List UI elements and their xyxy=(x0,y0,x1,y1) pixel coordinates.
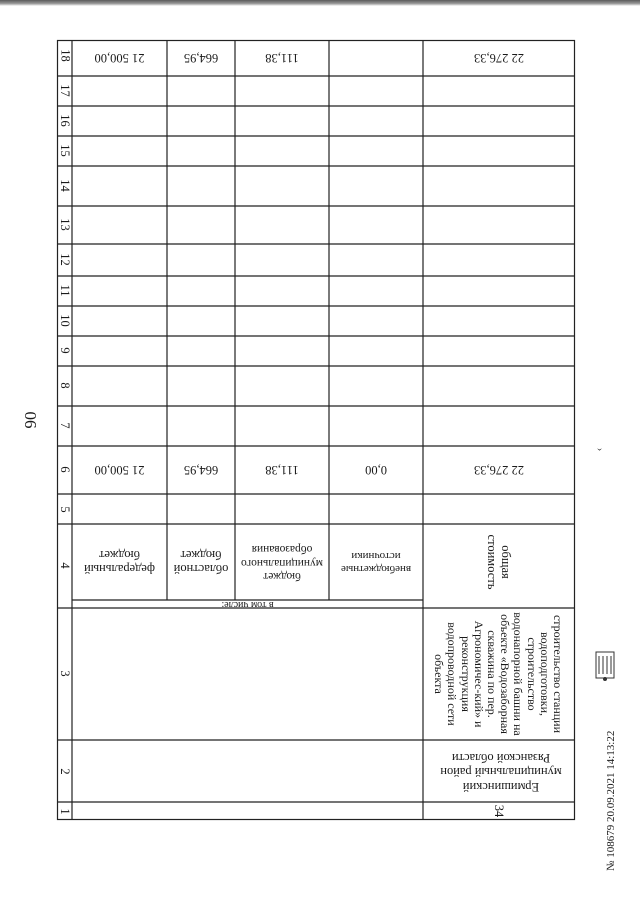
col-num-18: 18 xyxy=(58,49,73,62)
col-num-1: 1 xyxy=(57,808,72,815)
seal-icon xyxy=(590,650,620,682)
registration-stamp xyxy=(586,690,626,880)
row-total-col18: 22 276,33 xyxy=(474,51,524,66)
row-municipal-label: бюджет муниципального образования xyxy=(240,543,324,582)
col-num-10: 10 xyxy=(57,314,72,327)
row-regional-label: областной бюджет xyxy=(173,548,229,577)
row-offbudget-col6: 0,00 xyxy=(365,463,387,478)
row-federal-col6: 21 500,00 xyxy=(94,463,145,478)
col-num-4: 4 xyxy=(57,562,72,569)
row-regional-col18: 664,95 xyxy=(183,51,219,66)
col-num-3: 3 xyxy=(57,670,72,677)
page-number: 06 xyxy=(21,411,40,429)
col-num-6: 6 xyxy=(57,466,72,473)
col-num-12: 12 xyxy=(57,253,72,266)
col-num-2: 2 xyxy=(57,768,72,775)
col-num-16: 16 xyxy=(57,114,72,127)
row-municipal-col6: 111,38 xyxy=(265,463,299,478)
row-federal-label: федеральный бюджет xyxy=(84,548,156,577)
in-total-label: в том числе: xyxy=(221,598,274,610)
table-page xyxy=(57,40,575,820)
col-num-7: 7 xyxy=(57,422,72,429)
stamp-text: № 108679 20.09.2021 14:13:22 xyxy=(605,730,617,871)
col-num-11: 11 xyxy=(57,284,72,297)
col-num-8: 8 xyxy=(57,382,72,389)
col-num-13: 13 xyxy=(57,218,72,231)
col-num-9: 9 xyxy=(57,347,72,354)
row-regional-col6: 664,95 xyxy=(183,463,219,478)
row-total-label: общая стоимость xyxy=(485,534,514,590)
col-num-15: 15 xyxy=(57,144,72,157)
object-description: строительство станции водоподготовки, строительство водонапорной башни на объекте «Водозаборная скважина по пер. Агрономичес-кий» и реконструкция водопроводной сети объекта xyxy=(432,612,565,736)
row-offbudget-label: внебюджетные источники xyxy=(340,550,412,575)
municipality: Ермишинский муниципальный район Рязанской области xyxy=(440,750,562,794)
col-num-14: 14 xyxy=(57,179,72,192)
pen-mark: › xyxy=(594,447,606,452)
row-municipal-col18: 111,38 xyxy=(265,51,299,66)
scan-edge xyxy=(0,0,640,6)
row-federal-col18: 21 500,00 xyxy=(94,51,145,66)
row-number: 34 xyxy=(492,804,507,818)
col-num-5: 5 xyxy=(57,506,72,513)
col-num-17: 17 xyxy=(57,84,72,97)
row-total-col6: 22 276,33 xyxy=(474,463,524,478)
